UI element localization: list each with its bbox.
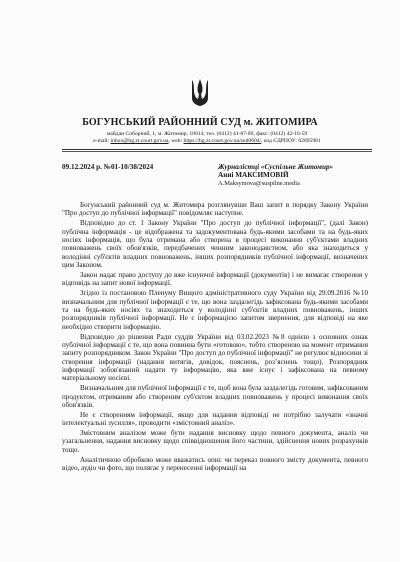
court-name: БОГУНСЬКИЙ РАЙОННИЙ СУД м. ЖИТОМИРА (82, 117, 318, 128)
header-divider (62, 149, 372, 150)
paragraph: Не є створенням інформації, якщо для надання відповіді не потрібно залучати «значні інтелектуальні зусилля», проводити «змістовний аналіз». (62, 410, 368, 428)
header-divider-thin (62, 151, 372, 152)
paragraph: Змістовним аналізом може бути надання висновку щодо певного документа, аналіз чи узагальнення, надання висновку щодо співвідношення його частини, здійснення нових розрахунків тощо. (62, 429, 368, 454)
paragraph: Відповідно до ст. 1 Закону України "Про доступ до публічної інформації", (далі Закон) публічна інформація - це відображена та задокументована будь-якими засобами та на будь-яких носіях інформація, що була отримана або створена в процесі виконання суб'єктами владних повноважень своїх обов'язків, передбачених чинним законодавством, або яка знаходиться у володінні суб'єктів владних повноважень, інших розпорядників публічної інформації, визначених цим Законом. (62, 219, 368, 269)
paragraph: Визначальним для публічної інформації є те, щоб вона була заздалегідь готовим, зафіксованим продуктом, отриманим або створеним суб'єктом владних повноважень у процесі виконання своїх обов'язків. (62, 384, 368, 409)
paragraph: Аналітичною обробкою може вважатись опис чи переказ повного змісту документа, певного відео, аудіо чи фото, що полягає у перенесенні інформації на (62, 455, 368, 473)
recipient-title: Журналістці «Суспільне Житомир» (218, 163, 334, 171)
paragraph: Закон надає право доступу до вже існуючої інформації (документів) і не вимагає створення у відповідь на запит нової інформації. (62, 270, 368, 288)
paragraph: Згідно із постановою Пленуму Вищого адміністративного суду України від 29.09.2016 №10 визначальним для публічної інформації є те, що вона заздалегідь зафіксована будь-якими засобами та на будь-яких носіях та знаходиться у володінні суб'єктів владних повноважень, інших розпорядників публічної інформації. Не є інформацією запитом звернення, для відповіді на яке необхідно створити інформацію. (62, 289, 368, 331)
court-contacts: e-mail: inbox@bg.zt.court.gov.ua, web: https://bg.zt.court.gov.ua/sud0604/, код ЄДРПОУ: 02895981 (93, 138, 321, 144)
trident-emblem-icon (190, 78, 210, 108)
recipient-name: Анні МАКСИМОВІЙ (218, 171, 289, 180)
recipient-block (218, 163, 333, 188)
recipient-email: A.Maksymova@suspilne.media (218, 179, 300, 187)
paragraph: Відповідно до рішення Ради суддів України від 03.02.2023 №8 однією з основних ознак публічної інформації є те, що вона повинна бути «готовою», тобто створеною на момент отримання запиту розпорядником. Закон України "Про доступ до публічної інформації" не регулює відносини зі створення інформації (надання витягів, довідок, пояснень, розʼяснень тощо). Розпорядник інформації зобов'язаний надати ту інформацію, яка вже існує і зафіксована на певному матеріальному носієві. (62, 332, 368, 383)
outgoing-number: 09.12.2024 р. №01-10/38/2024 (62, 163, 154, 171)
paragraph: Богунський районний суд м. Житомира розглянувши Ваш запит в порядку Закону України "Про доступ до публічної інформації" повідомляє наступне. (62, 201, 368, 218)
court-address: майдан Соборний, 1, м. Житомир, 10014, тел. (0412) 41-87-89, факс: (0412) 42-16-59 (106, 131, 308, 137)
email-link[interactable]: inbox@bg.zt.court.gov.ua (110, 138, 169, 144)
letter-body (62, 201, 368, 474)
website-link[interactable]: https://bg.zt.court.gov.ua/sud0604/ (183, 138, 262, 144)
